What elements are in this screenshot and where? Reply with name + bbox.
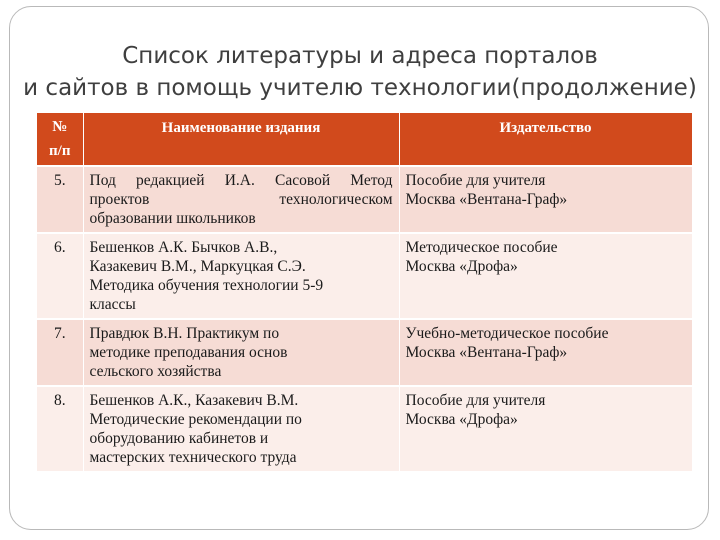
row-number: 5. bbox=[37, 166, 83, 233]
row-number: 6. bbox=[37, 233, 83, 319]
row-publisher-line: Учебно-методическое пособие bbox=[405, 325, 609, 342]
header-number-line-2: п/п bbox=[49, 143, 71, 159]
header-number bbox=[37, 113, 83, 166]
title-line-1: Список литературы и адреса порталов bbox=[122, 43, 598, 69]
slide-title bbox=[22, 40, 698, 104]
row-publisher-line: Пособие для учителя bbox=[405, 172, 546, 189]
row-title-line: Правдюк В.Н. Практикум по bbox=[89, 325, 280, 342]
row-title-line: Казакевич В.М., Маркуцкая С.Э. bbox=[89, 258, 306, 275]
title-line-2: и сайтов в помощь учителю технологии(продолжение) bbox=[23, 75, 697, 101]
table-header-row bbox=[37, 113, 692, 166]
row-number: 8. bbox=[37, 386, 83, 471]
row-publisher-line: Москва «Вентана-Граф» bbox=[405, 191, 568, 208]
table-row bbox=[37, 166, 692, 233]
row-title-line-split bbox=[90, 190, 393, 209]
table-row bbox=[37, 233, 692, 319]
header-number-line-1: № bbox=[52, 119, 68, 135]
row-title bbox=[83, 319, 399, 386]
row-publisher-line: Москва «Дрофа» bbox=[405, 411, 518, 428]
row-publisher-line: Пособие для учителя bbox=[405, 392, 546, 409]
row-title bbox=[83, 386, 399, 471]
row-publisher bbox=[399, 166, 692, 233]
row-publisher-line: Москва «Дрофа» bbox=[405, 258, 518, 275]
row-publisher bbox=[399, 319, 692, 386]
literature-table bbox=[37, 113, 693, 471]
table-row bbox=[37, 386, 692, 471]
row-publisher-line: Москва «Вентана-Граф» bbox=[405, 344, 568, 361]
header-publisher: Издательство bbox=[399, 113, 692, 166]
row-title-line: мастерских технического труда bbox=[89, 449, 297, 466]
row-title-line: Методические рекомендации по bbox=[89, 411, 302, 428]
row-title-line: Бешенков А.К., Казакевич В.М. bbox=[89, 392, 299, 409]
row-title-line: Бешенков А.К. Бычков А.В., bbox=[89, 239, 278, 256]
row-title-line: проектов технологическом bbox=[89, 191, 393, 208]
row-title-line: Методика обучения технологии 5-9 bbox=[89, 277, 324, 294]
row-publisher bbox=[399, 233, 692, 319]
header-name: Наименование издания bbox=[83, 113, 399, 166]
row-title-line: методике преподавания основ bbox=[89, 344, 288, 361]
row-title-line: оборудованию кабинетов и bbox=[89, 430, 269, 447]
row-title bbox=[83, 233, 399, 319]
row-publisher-line: Методическое пособие bbox=[405, 239, 558, 256]
row-title-line: образовании школьников bbox=[89, 210, 256, 227]
row-title-line: классы bbox=[89, 296, 136, 313]
row-title-line: сельского хозяйства bbox=[89, 363, 222, 380]
row-title bbox=[83, 166, 399, 233]
row-publisher bbox=[399, 386, 692, 471]
row-title-line: Под редакцией И.А. Сасовой Метод bbox=[89, 172, 393, 189]
row-number: 7. bbox=[37, 319, 83, 386]
table-row bbox=[37, 319, 692, 386]
